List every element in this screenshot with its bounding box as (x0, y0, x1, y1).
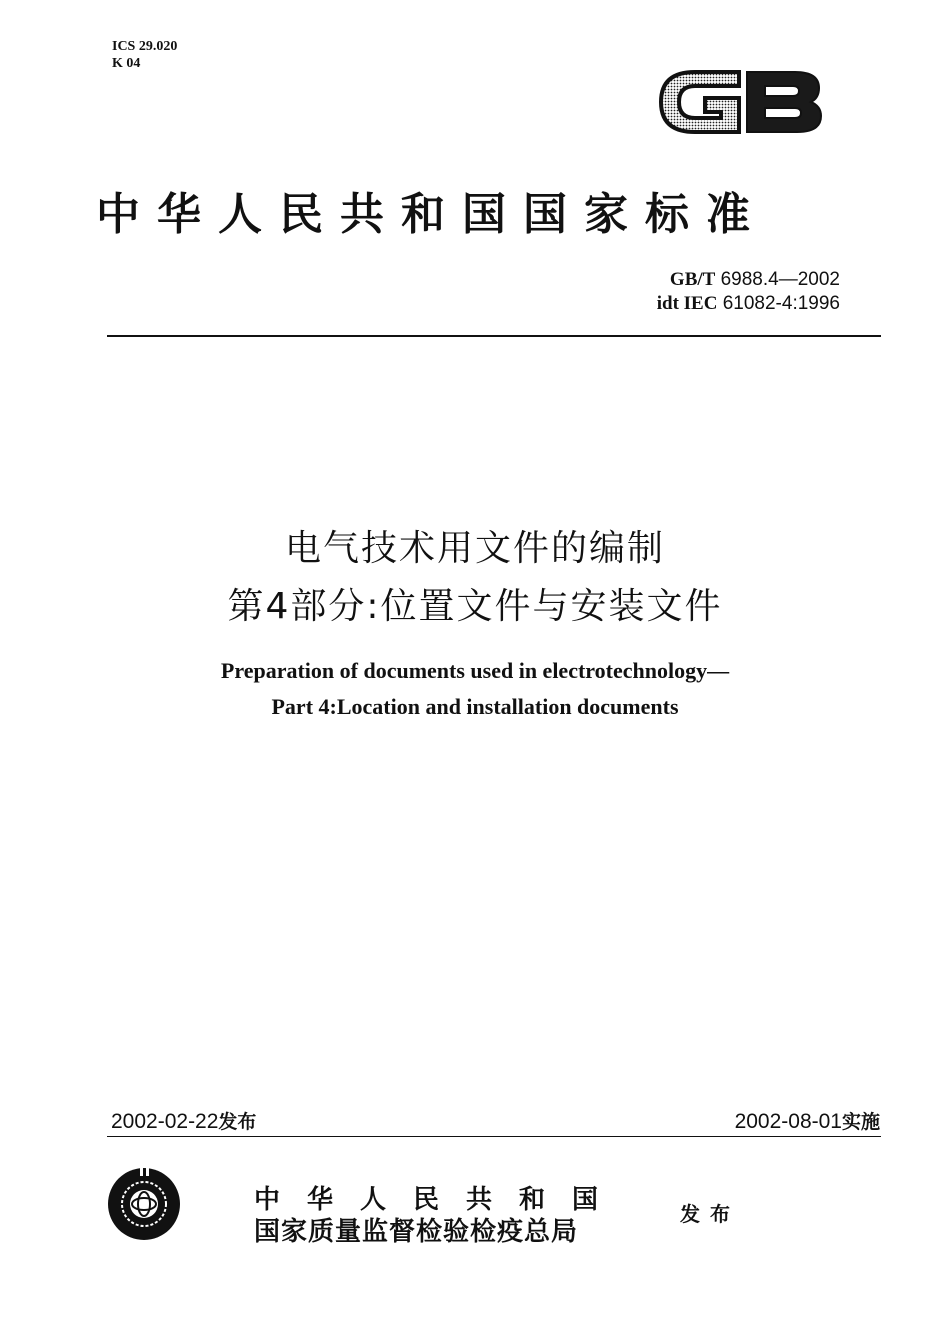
ccs-code: K 04 (112, 56, 141, 71)
publish-label: 发布 (680, 1202, 740, 1226)
header-divider (107, 335, 881, 337)
standard-number (612, 268, 840, 292)
ics-code: ICS 29.020 (112, 39, 178, 54)
title-cn-line1: 电气技术用文件的编制 (284, 528, 665, 569)
implementation-label: 实施 (841, 1111, 880, 1133)
footer-divider (107, 1136, 881, 1137)
issue-date: 2002-02-22 (111, 1110, 219, 1133)
standard-number-prefix: GB/T (669, 269, 716, 290)
gb-logo-icon (655, 58, 827, 146)
aqsiq-emblem-icon (106, 1166, 182, 1242)
issue-label: 发布 (218, 1111, 257, 1133)
standard-number-block (612, 268, 840, 316)
standard-number-value: 6988.4—2002 (720, 269, 840, 290)
identical-standard (612, 292, 840, 316)
title-en-line1: Preparation of documents used in electrotechnology— (220, 658, 730, 683)
classification-codes (112, 38, 177, 72)
issuer-line1: 中华人民共和国 (254, 1185, 626, 1215)
implementation-date-block (735, 1107, 880, 1134)
title-cn-line2: 第4部分:位置文件与安装文件 (227, 586, 723, 627)
issuing-authority (254, 1184, 625, 1248)
country-standard-title: 中华人民共和国国家标准 (96, 189, 767, 240)
issuer-line2: 国家质量监督检验检疫总局 (254, 1217, 579, 1247)
identical-standard-value: 61082-4:1996 (722, 293, 840, 314)
implementation-date: 2002-08-01 (734, 1110, 842, 1133)
issue-date-block (111, 1107, 256, 1134)
title-en-line2: Part 4:Location and installation documents (271, 694, 679, 719)
identical-standard-prefix: idt IEC (656, 293, 718, 314)
